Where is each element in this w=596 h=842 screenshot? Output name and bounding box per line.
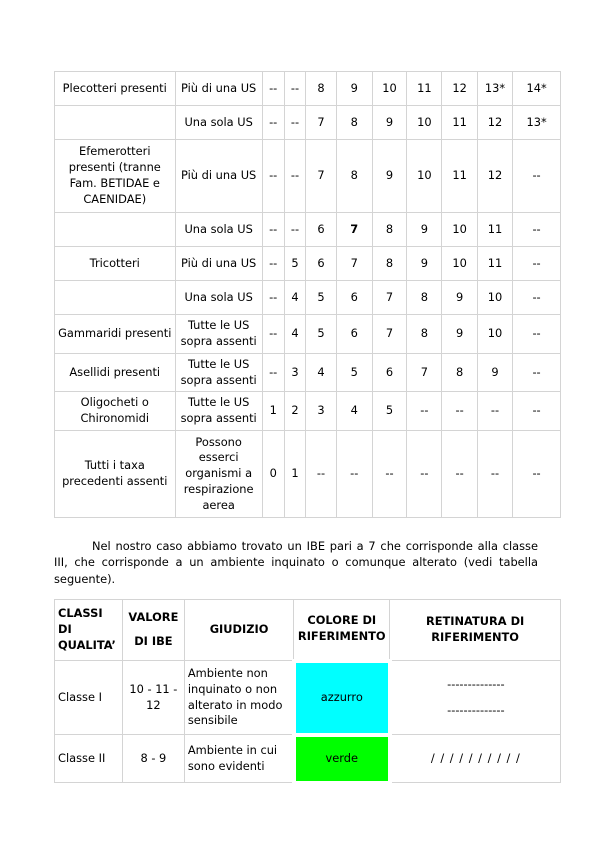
ibe-value-cell: 2 (284, 392, 306, 431)
ibe-value-cell: 12 (477, 106, 512, 140)
ibe-value-cell: 5 (306, 315, 336, 354)
ibe-value-cell: 9 (336, 72, 372, 106)
taxon-label-cell (55, 213, 176, 247)
taxon-label-cell: Gammaridi presenti (55, 315, 176, 354)
us-count-cell: Tutte le US sopra assenti (175, 392, 262, 431)
ibe-value-cell: 10 (407, 106, 442, 140)
ibe-value-cell: 9 (442, 281, 477, 315)
ibe-value-cell: 5 (284, 247, 306, 281)
ibe-value-cell: 10 (477, 315, 512, 354)
ibe-value-cell: -- (262, 354, 284, 392)
ibe-value-cell: -- (477, 392, 512, 431)
ibe-value-cell: 8 (306, 72, 336, 106)
ibe-value-cell: 8 (407, 281, 442, 315)
ibe-value-cell: 8 (336, 106, 372, 140)
ibe-calculation-table (54, 71, 561, 518)
ibe-value-cell: 9 (442, 315, 477, 354)
ibe-value-cell: 5 (306, 281, 336, 315)
ibe-value-cell: -- (513, 140, 561, 213)
colore-cell: verde (294, 735, 390, 783)
ibe-value-cell: -- (262, 315, 284, 354)
quality-row-2 (55, 735, 561, 783)
ibe-value-cell: 6 (306, 213, 336, 247)
ibe-value-cell: 5 (372, 392, 406, 431)
ibe-value-cell: -- (262, 281, 284, 315)
ibe-value-cell: 14* (513, 72, 561, 106)
ibe-row (55, 281, 561, 315)
ibe-value-cell: 7 (407, 354, 442, 392)
colore-cell: azzurro (294, 661, 390, 735)
ibe-row (55, 140, 561, 213)
ibe-value-cell: -- (284, 106, 306, 140)
quality-classes-table (54, 599, 561, 785)
ibe-value-cell: 6 (336, 281, 372, 315)
retinatura-cell: / / / / / / / / / / (390, 735, 561, 783)
ibe-value-cell: 8 (336, 140, 372, 213)
valore-cell: 10 - 11 - 12 (122, 661, 184, 735)
us-count-cell: Tutte le US sopra assenti (175, 315, 262, 354)
ibe-value-cell: 7 (336, 247, 372, 281)
ibe-value-cell: 13* (477, 72, 512, 106)
valore-cell: 8 - 9 (122, 735, 184, 783)
ibe-value-cell: 9 (372, 140, 406, 213)
ibe-value-cell: 13* (513, 106, 561, 140)
ibe-value-cell: 11 (442, 106, 477, 140)
header-classi: CLASSI DI QUALITA’ (55, 600, 123, 661)
us-count-cell: Una sola US (175, 213, 262, 247)
ibe-value-cell: 7 (306, 140, 336, 213)
ibe-row (55, 106, 561, 140)
ibe-value-cell: 1 (262, 392, 284, 431)
ibe-value-cell: 4 (306, 354, 336, 392)
ibe-value-cell: 10 (442, 213, 477, 247)
ibe-value-cell: -- (262, 140, 284, 213)
ibe-value-cell: 8 (372, 213, 406, 247)
ibe-value-cell: -- (442, 431, 477, 518)
ibe-value-cell: -- (477, 431, 512, 518)
header-row (55, 600, 561, 661)
ibe-value-cell: -- (262, 213, 284, 247)
ibe-value-cell: 8 (407, 315, 442, 354)
ibe-value-cell: -- (513, 354, 561, 392)
us-count-cell: Possono esserci organismi a respirazione aerea (175, 431, 262, 518)
ibe-value-cell: 9 (372, 106, 406, 140)
quality-row-1 (55, 661, 561, 735)
ibe-value-cell: -- (513, 431, 561, 518)
paragraph-ibe-result: Nel nostro caso abbiamo trovato un IBE pari a 7 che corrisponde alla classe III, che corrisponde a un ambiente inquinato o comunque alterato (vedi tabella seguente). (54, 539, 538, 586)
us-count-cell: Una sola US (175, 106, 262, 140)
ibe-value-cell: -- (372, 431, 406, 518)
ibe-value-cell: -- (407, 431, 442, 518)
us-count-cell: Più di una US (175, 247, 262, 281)
ibe-value-cell: -- (513, 247, 561, 281)
header-valore-line1: VALORE (128, 610, 179, 625)
ibe-value-cell: -- (513, 315, 561, 354)
ibe-value-cell: -- (306, 431, 336, 518)
ibe-value-cell: 1 (284, 431, 306, 518)
ibe-value-cell: -- (284, 213, 306, 247)
header-giudizio: GIUDIZIO (184, 600, 293, 661)
ibe-value-cell: 12 (442, 72, 477, 106)
taxon-label-cell (55, 281, 176, 315)
ibe-value-cell: 3 (284, 354, 306, 392)
ibe-value-cell: 11 (442, 140, 477, 213)
ibe-value-cell: 6 (336, 315, 372, 354)
ibe-value-cell: -- (336, 431, 372, 518)
header-colore: COLORE DI RIFERIMENTO (294, 600, 390, 661)
retinatura-cell (390, 661, 561, 735)
ibe-value-cell: 9 (407, 213, 442, 247)
taxon-label-cell: Tutti i taxa precedenti assenti (55, 431, 176, 518)
ibe-value-cell: 11 (477, 247, 512, 281)
ibe-value-cell: -- (513, 281, 561, 315)
ibe-value-cell: 7 (372, 315, 406, 354)
ibe-value-cell: 8 (442, 354, 477, 392)
ibe-value-cell: 12 (477, 140, 512, 213)
classe-cell: Classe II (55, 735, 123, 783)
ibe-value-cell: -- (262, 106, 284, 140)
ibe-value-cell: -- (284, 140, 306, 213)
ibe-value-cell: 6 (306, 247, 336, 281)
ibe-value-cell: -- (284, 72, 306, 106)
ibe-row (55, 213, 561, 247)
taxon-label-cell (55, 106, 176, 140)
ibe-value-cell: 10 (407, 140, 442, 213)
ibe-value-cell: -- (262, 72, 284, 106)
ibe-value-cell: 10 (477, 281, 512, 315)
taxon-label-cell: Efemerotteri presenti (tranne Fam. BETIDAE e CAENIDAE) (55, 140, 176, 213)
ibe-value-cell: 4 (284, 315, 306, 354)
ibe-value-cell: 9 (477, 354, 512, 392)
giudizio-cell: Ambiente non inquinato o non alterato in modo sensibile (184, 661, 293, 735)
ibe-value-cell: -- (513, 392, 561, 431)
ibe-value-cell: 4 (336, 392, 372, 431)
ibe-value-cell: 7 (306, 106, 336, 140)
taxon-label-cell: Tricotteri (55, 247, 176, 281)
taxon-label-cell: Oligocheti o Chironomidi (55, 392, 176, 431)
ibe-row (55, 392, 561, 431)
ibe-value-cell: 11 (477, 213, 512, 247)
ibe-value-cell: -- (262, 247, 284, 281)
ibe-value-cell: 7 (372, 281, 406, 315)
ibe-value-cell: 8 (372, 247, 406, 281)
retinatura-pattern: -------------- (447, 676, 505, 691)
retinatura-pattern: -------------- (447, 702, 505, 717)
ibe-value-cell: 10 (442, 247, 477, 281)
ibe-row (55, 431, 561, 518)
ibe-value-cell: 10 (372, 72, 406, 106)
ibe-row (55, 354, 561, 392)
header-retinatura: RETINATURA DI RIFERIMENTO (390, 600, 561, 661)
ibe-value-cell: -- (407, 392, 442, 431)
classe-cell: Classe I (55, 661, 123, 735)
ibe-value-cell: 6 (372, 354, 406, 392)
header-valore-line2: DI IBE (134, 634, 173, 648)
ibe-value-cell: 3 (306, 392, 336, 431)
taxon-label-cell: Asellidi presenti (55, 354, 176, 392)
ibe-value-cell: 5 (336, 354, 372, 392)
us-count-cell: Più di una US (175, 140, 262, 213)
ibe-value-cell: 11 (407, 72, 442, 106)
ibe-row (55, 315, 561, 354)
ibe-value-cell: 7 (336, 213, 372, 247)
ibe-value-cell: 0 (262, 431, 284, 518)
ibe-value-cell: 4 (284, 281, 306, 315)
us-count-cell: Tutte le US sopra assenti (175, 354, 262, 392)
ibe-row (55, 247, 561, 281)
ibe-row (55, 72, 561, 106)
giudizio-cell: Ambiente in cui sono evidenti (184, 735, 293, 783)
us-count-cell: Più di una US (175, 72, 262, 106)
us-count-cell: Una sola US (175, 281, 262, 315)
ibe-value-cell: -- (513, 213, 561, 247)
ibe-value-cell: -- (442, 392, 477, 431)
taxon-label-cell: Plecotteri presenti (55, 72, 176, 106)
ibe-value-cell: 9 (407, 247, 442, 281)
header-valore (122, 600, 184, 661)
